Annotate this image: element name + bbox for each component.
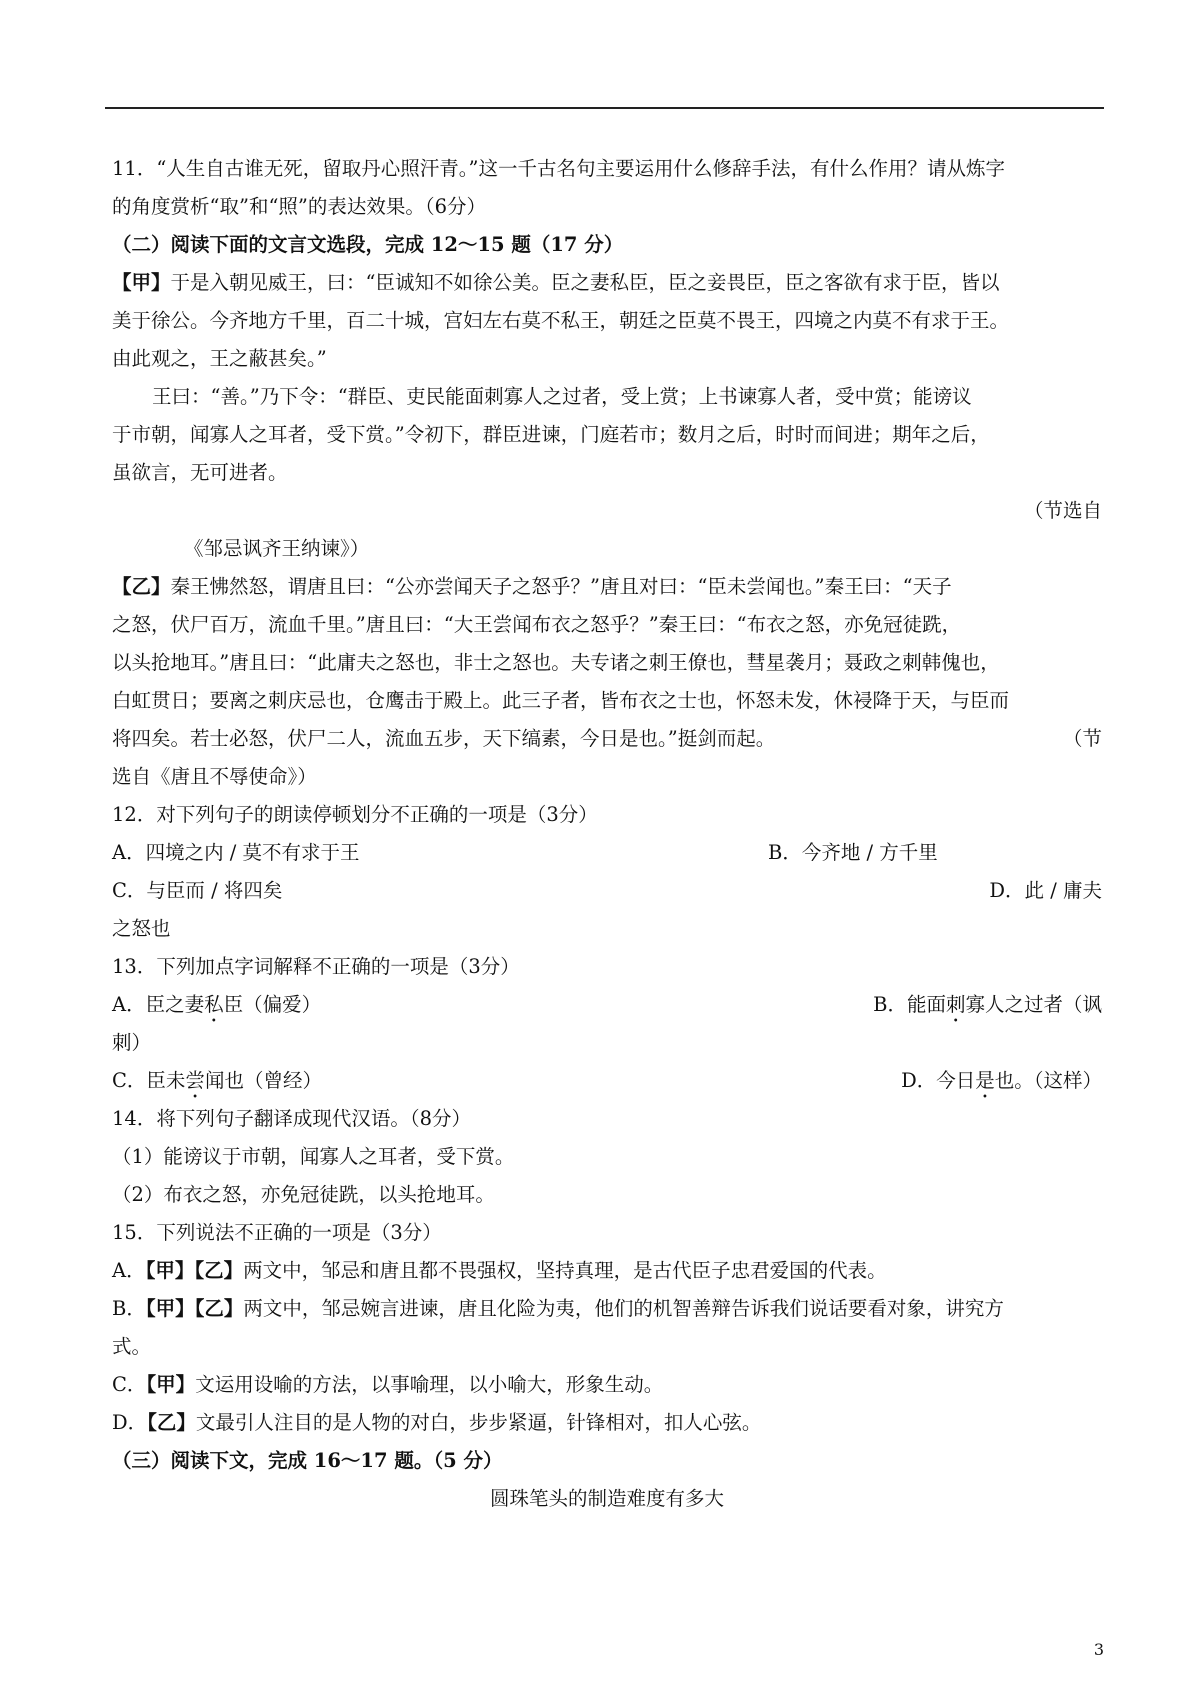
yi-line-4: 白虹贯日；要离之刺庆忌也，仓鹰击于殿上。此三子者，皆布衣之士也，怀怒未发，休祲降于天，与臣而 — [112, 689, 1010, 712]
q15-stem: 15．下列说法不正确的一项是（3分） — [112, 1221, 442, 1244]
q14-sentence-1: （1）能谤议于市朝，闻寡人之耳者，受下赏。 — [112, 1145, 515, 1168]
q13-option-d — [901, 1062, 1102, 1100]
q15-option-a — [112, 1252, 1102, 1290]
header-rule — [105, 107, 1104, 109]
q12-stem: 12．对下列句子的朗读停顿划分不正确的一项是（3分） — [112, 803, 598, 826]
yi-line-2: 之怒，伏尸百万，流血千里。”唐且曰：“大王尝闻布衣之怒乎？”秦王曰：“布衣之怒，亦免冠徒跣， — [112, 613, 962, 636]
q15-option-d — [112, 1404, 1102, 1442]
q15-a-label: A． — [112, 1259, 146, 1282]
q14-stem: 14．将下列句子翻译成现代汉语。（8分） — [112, 1107, 471, 1130]
jia-tag: 【甲】 — [112, 271, 171, 294]
q11-line-1: 11．“人生自古谁无死，留取丹心照汗青。”这一千古名句主要运用什么修辞手法，有什么作用？请从炼字 — [112, 157, 1006, 180]
q13-d-dotted: 是 — [975, 1069, 995, 1092]
q15-c-tags: 【甲】 — [146, 1373, 196, 1396]
q15-b-text: 两文中，邹忌婉言进谏，唐且化险为夷，他们的机智善辩告诉我们说话要看对象，讲究方 — [243, 1297, 1004, 1320]
q12-option-c: C．与臣而 / 将四矣 — [112, 879, 283, 902]
q12-option-d-cont: 之怒也 — [112, 917, 171, 940]
q15-c-text: 文运用设喻的方法，以事喻理，以小喻大，形象生动。 — [195, 1373, 664, 1396]
q15-a-text: 两文中，邹忌和唐且都不畏强权，坚持真理，是古代臣子忠君爱国的代表。 — [243, 1259, 887, 1282]
yi-source-2: 选自《唐且不辱使命》） — [112, 765, 317, 788]
jia-para2-line-2: 于市朝，闻寡人之耳者，受下赏。”令初下，群臣进谏，门庭若市；数月之后，时时而间进；期年之后， — [112, 423, 990, 446]
jia-line-2: 美于徐公。今齐地方千里，百二十城，宫妇左右莫不私王，朝廷之臣莫不畏王，四境之内莫不有求于王。 — [112, 309, 1010, 332]
q15-a-tags: 【甲】【乙】 — [145, 1259, 244, 1282]
q13-c-pre: C．臣未 — [112, 1069, 186, 1092]
q15-option-b-cont: 式。 — [112, 1335, 152, 1358]
q15-d-tags: 【乙】 — [147, 1411, 196, 1434]
q13-options-ab — [112, 986, 1102, 1024]
page-content — [112, 150, 1102, 1518]
section-2-heading: （二）阅读下面的文言文选段，完成 12～15 题（17 分） — [112, 233, 624, 256]
yi-line-1 — [112, 568, 1102, 606]
jia-line-3: 由此观之，王之蔽甚矣。” — [112, 347, 327, 370]
yi-line-5 — [112, 720, 1102, 758]
q12-options-ab — [112, 834, 1102, 872]
q15-b-tags: 【甲】【乙】 — [145, 1297, 244, 1320]
q12-option-d: D．此 / 庸夫 — [989, 879, 1102, 902]
jia-source-1: （节选自 — [1023, 499, 1102, 522]
q15-d-label: D． — [112, 1411, 148, 1434]
jia-para2-line-3: 虽欲言，无可进者。 — [112, 461, 288, 484]
q12-option-b: B．今齐地 / 方千里 — [768, 841, 938, 864]
page-number: 3 — [1093, 1640, 1104, 1659]
q13-options-cd — [112, 1062, 1102, 1100]
q13-a-pre: A．臣之妻 — [112, 993, 205, 1016]
q13-a-post: 臣（偏爱） — [223, 993, 322, 1016]
jia-line-1 — [112, 264, 1102, 302]
q15-option-c — [112, 1366, 1102, 1404]
q12-options-cd — [112, 872, 1102, 910]
q13-d-post: 也。（这样） — [994, 1069, 1102, 1092]
q13-option-c — [112, 1062, 322, 1100]
q15-d-text: 文最引人注目的是人物的对白，步步紧逼，针锋相对，扣人心弦。 — [195, 1411, 762, 1434]
yi-line-3: 以头抢地耳。”唐且曰：“此庸夫之怒也，非士之怒也。夫专诸之刺王僚也，彗星袭月；聂政之刺韩傀也， — [112, 651, 1000, 674]
yi-source-1: （节 — [1062, 727, 1102, 750]
q13-b-pre: B．能面 — [873, 993, 946, 1016]
q15-c-label: C． — [112, 1373, 147, 1396]
q15-b-label: B． — [112, 1297, 146, 1320]
jia-text: 于是入朝见威王，曰：“臣诚知不如徐公美。臣之妻私臣，臣之妾畏臣，臣之客欲有求于臣，皆以 — [170, 271, 1000, 294]
q14-sentence-2: （2）布衣之怒，亦免冠徒跣，以头抢地耳。 — [112, 1183, 495, 1206]
q13-option-a — [112, 986, 321, 1024]
q13-c-dotted: 尝 — [185, 1069, 205, 1092]
yi-text: 秦王怫然怒，谓唐且曰：“公亦尝闻天子之怒乎？”唐且对曰：“臣未尝闻也。”秦王曰：“天子 — [170, 575, 952, 598]
q13-a-dotted: 私 — [204, 993, 224, 1016]
q15-option-b — [112, 1290, 1102, 1328]
article-title: 圆珠笔头的制造难度有多大 — [489, 1487, 724, 1510]
q13-c-post: 闻也（曾经） — [204, 1069, 322, 1092]
section-3-heading: （三）阅读下文，完成 16～17 题。（5 分） — [112, 1449, 503, 1472]
jia-para2-line-1: 王曰：“善。”乃下令：“群臣、吏民能面刺寡人之过者，受上赏；上书谏寡人者，受中赏；能谤议 — [152, 385, 972, 408]
yi-text-5: 将四矣。若士必怒，伏尸二人，流血五步，天下缟素，今日是也。”挺剑而起。 — [112, 727, 776, 750]
q13-option-b — [873, 986, 1102, 1024]
q13-option-b-cont: 刺） — [112, 1031, 152, 1054]
jia-source-2: 《邹忌讽齐王纳谏》） — [184, 537, 370, 560]
q12-option-a: A．四境之内 / 莫不有求于王 — [112, 841, 360, 864]
q13-b-dotted: 刺 — [945, 993, 966, 1016]
q13-b-post: 寡人之过者（讽 — [965, 993, 1102, 1016]
yi-tag: 【乙】 — [112, 575, 171, 598]
q13-d-pre: D．今日 — [901, 1069, 976, 1092]
q13-stem: 13．下列加点字词解释不正确的一项是（3分） — [112, 955, 520, 978]
q11-line-2: 的角度赏析“取”和“照”的表达效果。（6分） — [112, 195, 487, 218]
